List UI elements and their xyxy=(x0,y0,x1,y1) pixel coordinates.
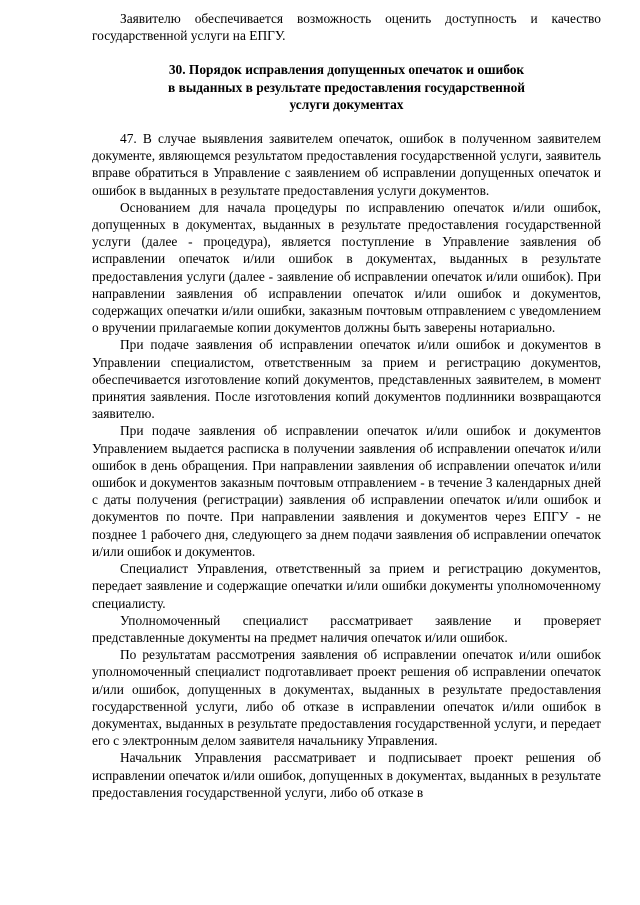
intro-paragraph: Заявителю обеспечивается возможность оценить доступность и качество государственной услуги на ЕПГУ. xyxy=(92,11,601,44)
paragraph-47: 47. В случае выявления заявителем опечаток, ошибок в полученном заявителем документе, являющемся результатом предоставления государственной услуги, заявитель вправе обратиться в Управление с заявлением об исправлении допущенных опечаток и ошибок в выданных в результате предоставления услуги документов. xyxy=(92,131,601,198)
paragraph-transfer: Специалист Управления, ответственный за прием и регистрацию документов, передает заявление и содержащие опечатки и/или ошибки документы уполномоченному специалисту. xyxy=(92,561,601,611)
paragraph-copies: При подаче заявления об исправлении опечаток и/или ошибок и документов в Управлении специалистом, ответственным за прием и регистрацию документов, обеспечивается изготовление копий документов, представленных заявителем, в момент принятия заявления. После изготовления копий документов подлинники возвращаются заявителю. xyxy=(92,337,601,422)
paragraph-draft-decision: По результатам рассмотрения заявления об исправлении опечаток и/или ошибок уполномоченный специалист подготавливает проект решения об исправлении опечаток и/или ошибок, допущенных в документах, выданных в результате предоставления государственной услуги, либо об отказе в исправлении опечаток и/или ошибок в документах, выданных в результате предоставления государственной услуги, и передает его с электронным делом заявителя начальнику Управления. xyxy=(92,647,601,749)
paragraph-procedure-basis: Основанием для начала процедуры по исправлению опечаток и/или ошибок, допущенных в документах, выданных в результате предоставления государственной услуги (далее - процедура), является поступление в Управление заявления об исправлении опечаток и/или ошибок в документах, выданных в результате предоставления услуги (далее - заявление об исправлении опечаток и/или ошибок). При направлении заявления об исправлении опечаток и/или ошибок и документов, содержащих опечатки и/или ошибки, заказным почтовым отправлением с уведомлением о вручении прилагаемые копии документов должны быть заверены нотариально. xyxy=(92,199,601,336)
section-heading-line: 30. Порядок исправления допущенных опечаток и ошибок xyxy=(168,62,525,78)
section-heading-line: услуги документах xyxy=(289,96,404,112)
paragraph-receipt: При подаче заявления об исправлении опечаток и/или ошибок и документов Управлением выдается расписка в получении заявления об исправлении опечаток и/или ошибок в день обращения. При направлении заявления об исправлении опечаток и/или ошибок и документов заказным почтовым отправлением - в течение 3 календарных дней с даты получения (регистрации) заявления об исправлении опечаток и/или ошибок и документов по почте. При направлении заявления и документов через ЕПГУ - не позднее 1 рабочего дня, следующего за днем подачи заявления об исправлении опечаток и/или ошибок и документов. xyxy=(92,423,601,559)
section-heading-line: в выданных в результате предоставления государственной xyxy=(168,79,525,95)
section-heading xyxy=(92,61,601,113)
paragraph-signing: Начальник Управления рассматривает и подписывает проект решения об исправлении опечаток и/или ошибок, допущенных в документах, выданных в результате предоставления государственной услуги, либо об отказе в xyxy=(92,750,601,800)
paragraph-review: Уполномоченный специалист рассматривает заявление и проверяет представленные документы на предмет наличия опечаток и/или ошибок. xyxy=(92,612,601,645)
document-body xyxy=(92,10,601,801)
